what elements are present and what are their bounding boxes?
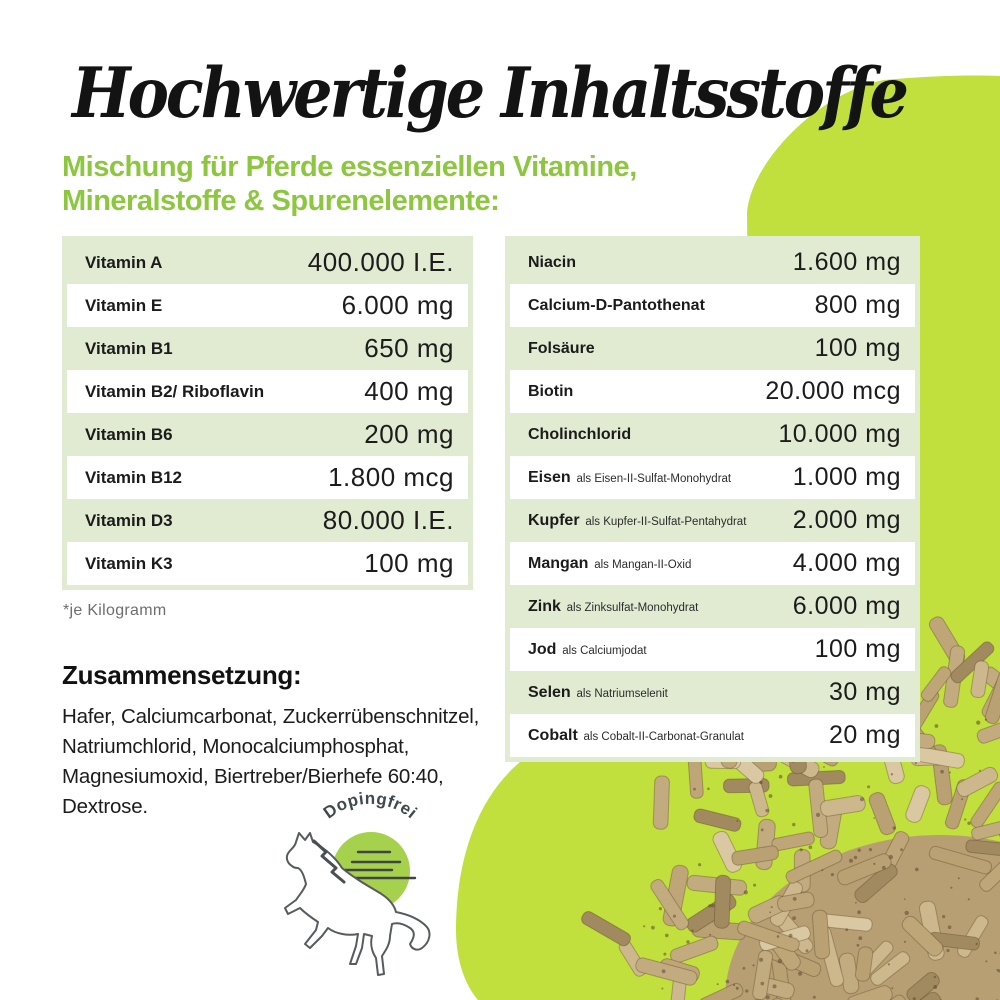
logo-label: Dopingfrei (319, 788, 421, 823)
ingredient-amount: 10.000 mg (778, 420, 901, 448)
table-row (510, 413, 915, 456)
composition-line: Dextrose. (62, 795, 148, 818)
ingredient-amount: 1.000 mg (792, 463, 901, 491)
ingredient-sub-label: als Calciumjodat (556, 644, 647, 657)
table-row (510, 284, 915, 327)
ingredient-sub-label: als Natriumselenit (570, 687, 668, 700)
table-row (67, 413, 468, 456)
ingredient-amount: 1.800 mcg (328, 462, 454, 492)
table-row (510, 714, 915, 757)
ingredient-amount: 650 mg (364, 333, 454, 363)
ingredient-name: Kupfer als Kupfer-II-Sulfat-Pentahydrat (528, 511, 747, 529)
ingredient-name: Jod als Calciumjodat (528, 640, 647, 658)
ingredient-amount: 200 mg (364, 419, 454, 449)
ingredient-name: Vitamin B2/ Riboflavin (85, 381, 265, 401)
ingredient-amount: 6.000 mg (792, 592, 901, 620)
page-subtitle-line2: Mineralstoffe & Spurenelemente: (62, 185, 500, 217)
ingredient-amount: 20.000 mcg (765, 377, 901, 405)
ingredient-name: Vitamin D3 (85, 510, 173, 530)
ingredient-name: Vitamin E (85, 295, 163, 315)
ingredient-amount: 2.000 mg (792, 506, 901, 534)
table-row (67, 284, 468, 327)
ingredient-name: Vitamin B6 (85, 424, 173, 444)
ingredient-name: Biotin (528, 382, 574, 400)
ingredient-amount: 400.000 I.E. (307, 247, 454, 277)
table-row (510, 499, 915, 542)
ingredient-sub-label: als Eisen-II-Sulfat-Monohydrat (570, 472, 732, 485)
ingredient-sub-label: als Zinksulfat-Monohydrat (560, 601, 699, 614)
per-kilogram-footnote: *je Kilogramm (63, 602, 167, 619)
ingredient-amount: 80.000 I.E. (322, 505, 454, 535)
table-row (510, 456, 915, 499)
ingredient-name: Niacin (528, 253, 577, 271)
minerals-table (505, 236, 920, 762)
ingredient-name: Folsäure (528, 339, 595, 357)
ingredient-amount: 100 mg (814, 334, 901, 362)
table-row (67, 370, 468, 413)
ingredient-name: Vitamin B12 (85, 467, 183, 487)
composition-line: Hafer, Calciumcarbonat, Zuckerrübenschnitzel, (62, 705, 480, 728)
ingredient-name: Eisen als Eisen-II-Sulfat-Monohydrat (528, 468, 732, 486)
ingredient-amount: 100 mg (814, 635, 901, 663)
ingredient-name: Cholinchlorid (528, 425, 632, 443)
vitamins-table (62, 236, 473, 590)
ingredient-amount: 30 mg (829, 678, 901, 706)
page-title: Hochwertige Inhaltsstoffe (72, 52, 906, 134)
ingredient-name: Selen als Natriumselenit (528, 683, 668, 701)
ingredient-name: Calcium-D-Pantothenat (528, 296, 705, 314)
ingredient-amount: 100 mg (364, 548, 454, 578)
table-row (510, 542, 915, 585)
ingredient-name: Mangan als Mangan-II-Oxid (528, 554, 692, 572)
ingredient-sub-label: als Kupfer-II-Sulfat-Pentahydrat (579, 515, 747, 528)
composition-line: Natriumchlorid, Monocalciumphosphat, (62, 735, 410, 758)
ingredient-sub-label: als Cobalt-II-Carbonat-Granulat (577, 730, 744, 743)
page-subtitle-line1: Mischung für Pferde essenziellen Vitamine, (62, 151, 637, 183)
table-row (510, 327, 915, 370)
dopingfrei-logo (272, 778, 472, 993)
table-row (510, 628, 915, 671)
ingredient-name: Cobalt als Cobalt-II-Carbonat-Granulat (528, 726, 744, 744)
ingredient-amount: 800 mg (814, 291, 901, 319)
ingredient-amount: 400 mg (364, 376, 454, 406)
table-row (67, 499, 468, 542)
ingredient-amount: 4.000 mg (792, 549, 901, 577)
ingredient-name: Vitamin K3 (85, 553, 173, 573)
composition-line: Magnesiumoxid, Biertreber/Bierhefe 60:40, (62, 765, 444, 788)
ingredient-amount: 20 mg (829, 721, 901, 749)
ingredient-amount: 1.600 mg (792, 248, 901, 276)
table-row (67, 241, 468, 284)
table-row (510, 241, 915, 284)
table-row (510, 671, 915, 714)
ingredient-name: Zink als Zinksulfat-Monohydrat (528, 597, 699, 615)
table-row (67, 456, 468, 499)
page-subtitle (62, 150, 637, 218)
table-row (67, 327, 468, 370)
composition-heading: Zusammensetzung: (62, 660, 302, 690)
ingredient-amount: 6.000 mg (341, 290, 454, 320)
ingredient-name: Vitamin A (85, 252, 163, 272)
table-row (510, 370, 915, 413)
table-row (510, 585, 915, 628)
ingredient-name: Vitamin B1 (85, 338, 173, 358)
ingredient-sub-label: als Mangan-II-Oxid (588, 558, 692, 571)
table-row (67, 542, 468, 585)
